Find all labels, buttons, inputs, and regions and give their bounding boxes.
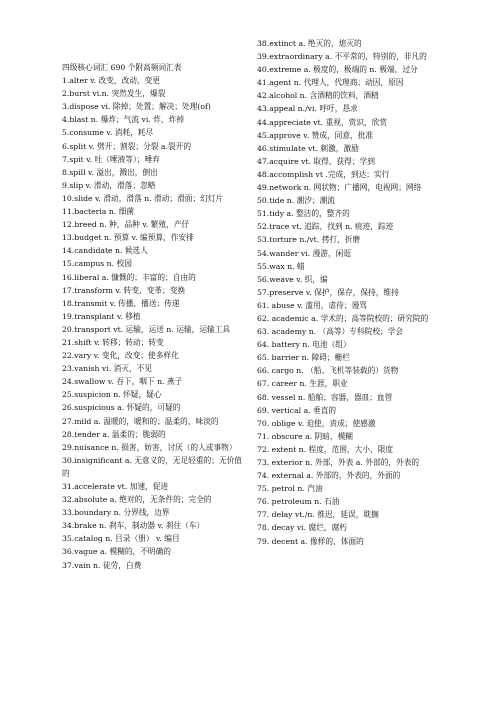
vocab-entry: 34.brake n. 刹车，制动器 v. 刹住（车）: [62, 521, 205, 531]
vocab-entry: 47.acquire vt. 取得，获得；学到: [257, 156, 375, 166]
vocab-entry: 76. petroleum n. 石油: [257, 497, 340, 507]
vocab-entry: 16.liberal a. 慷慨的；丰富的；自由的: [62, 272, 196, 282]
vocab-list-right: [257, 37, 435, 548]
vocab-entry: 41.agent n. 代理人，代理商；动因，原因: [257, 78, 404, 88]
vocab-entry: 42.alcohol n. 含酒精的饮料，酒精: [257, 91, 379, 101]
vocab-entry: 37.vain n. 徒劳，白费: [62, 560, 142, 570]
vocab-list-left: [62, 74, 244, 572]
vocab-entry: 8.spill v. 溢出，溅出，倒出: [62, 167, 158, 177]
vocab-entry: 2.burst vi.n. 突然发生，爆裂: [62, 89, 166, 99]
vocab-entry: 52.trace vt. 追踪，找到 n. 痕迹，踪迹: [257, 222, 394, 232]
vocab-entry: 32.absolute a. 绝对的，无条件的；完全的: [62, 495, 212, 505]
vocab-entry: 18.transmit v. 传播，播送；传递: [62, 298, 180, 308]
vocab-entry: 50.tide n. 潮汐；潮流: [257, 196, 335, 206]
vocab-entry: 23.vanish vi. 消灭，不见: [62, 364, 153, 374]
vocab-entry: 43.appeal n./vi. 呼吁，恳求: [257, 104, 358, 114]
vocab-entry: 73. exterior n. 外部，外表 a. 外部的，外表的: [257, 458, 420, 467]
vocab-entry: 49.network n. 网状物；广播网，电视网；网络: [257, 183, 422, 193]
vocab-entry: 71. obscure a. 阴暗，模糊: [257, 431, 353, 441]
vocab-entry: 35.catalog n. 目录（册） v. 编目: [62, 534, 180, 544]
vocab-entry: 39.extraordinary a. 不平常的，特别的，非凡的: [257, 52, 427, 62]
vocab-entry: 11.bacteria n. 细菌: [62, 207, 135, 217]
vocab-entry: 17.transform v. 转变，变革；变换: [62, 285, 186, 295]
vocab-entry: 67. career n. 生涯，职业: [257, 379, 348, 389]
vocab-entry: 77. delay vt./n. 推迟，延误，耽搁: [257, 510, 379, 520]
vocab-entry: 53.torture n./vt. 拷打，折磨: [257, 235, 361, 245]
vocab-entry: 69. vertical a. 垂直的: [257, 405, 337, 415]
vocab-entry: 25.suspicion n. 怀疑，疑心: [62, 390, 162, 400]
vocab-entry: 30.insignificant a. 无意义的，无足轻重的；无价值的: [62, 455, 242, 478]
vocab-entry: 13.budget n. 预算 v. 编预算，作安排: [62, 233, 194, 243]
vocab-entry: 4.blast n. 爆炸；气流 vi. 炸，炸掉: [62, 115, 184, 125]
vocab-entry: 65. barrier n. 障碍；栅栏: [257, 353, 350, 363]
vocab-entry: 1.alter v. 改变，改动，变更: [62, 76, 160, 86]
vocab-entry: 70. oblige v. 迫使，责成；使感激: [257, 418, 376, 428]
vocab-entry: 44.appreciate vt. 重视，赏识，欣赏: [257, 117, 388, 127]
vocab-entry: 74. external a. 外部的，外表的，外面的: [257, 471, 401, 481]
vocab-entry: 28.tender a. 温柔的；脆弱的: [62, 429, 166, 439]
vocab-entry: 68. vessel n. 船舶；容器，器皿；血管: [257, 392, 393, 402]
right-column: [257, 37, 435, 548]
vocab-entry: 21.shift v. 转移；转动；转变: [62, 337, 164, 347]
vocab-entry: 64. battery n. 电池（组）: [257, 340, 351, 350]
document-title: 四级核心词汇 690 个附高频词汇表: [62, 63, 182, 72]
vocab-entry: 15.campus n. 校园: [62, 259, 132, 269]
vocab-entry: 5.consume v. 消耗，耗尽: [62, 128, 154, 138]
vocab-entry: 7.spit v. 吐（唾液等）；唾弃: [62, 154, 160, 164]
vocab-entry: 57.preserve v. 保护，保存，保持，维持: [257, 287, 399, 297]
vocab-entry: 45.approve v. 赞成，同意，批准: [257, 130, 374, 140]
vocab-entry: 75. petrol n. 汽油: [257, 484, 323, 494]
vocab-entry: 24.swallow v. 吞下，咽下 n. 燕子: [62, 377, 183, 387]
vocab-entry: 22.vary v. 变化，改变；使多样化: [62, 351, 179, 361]
vocab-entry: 72. extent n. 程度，范围，大小，限度: [257, 444, 394, 454]
vocab-entry: 66. cargo n. （船、飞机等装载的）货物: [257, 366, 399, 376]
left-column: [62, 37, 244, 572]
vocab-entry: 9.slip v. 滑动，滑落；忽略: [62, 180, 156, 190]
vocab-entry: 27.mild a. 温暖的，暖和的；温柔的，味淡的: [62, 416, 219, 426]
vocab-entry: 54.wander vi. 漫游，闲逛: [257, 248, 352, 258]
vocab-entry: 55.wax n. 蜡: [257, 261, 305, 271]
vocab-entry: 62. academic a. 学术的；高等院校的；研究院的: [257, 313, 429, 323]
vocab-entry: 48.accomplish vt .完成，到达；实行: [257, 169, 390, 179]
vocab-entry: 78. decay vi. 腐烂，腐朽: [257, 523, 347, 533]
vocab-entry: 56.weave v. 织，编: [257, 274, 328, 284]
vocab-entry: 12.breed n. 种，品种 v. 繁殖，产仔: [62, 220, 190, 230]
vocab-entry: 46.stimulate vt. 刺激，激励: [257, 143, 359, 153]
vocab-entry: 33.boundary n. 分界线，边界: [62, 508, 170, 518]
vocab-entry: 40.extreme a. 极度的，极端的 n. 极端，过分: [257, 65, 418, 75]
vocab-entry: 3.dispose vi. 除掉；处置；解决；处理(of): [62, 102, 211, 112]
vocab-entry: 10.slide v. 滑动，滑落 n. 滑动；滑面；幻灯片: [62, 193, 224, 203]
vocab-entry: 51.tidy a. 整洁的，整齐的: [257, 209, 350, 219]
vocab-entry: 6.split v. 劈开；割裂；分裂 a.裂开的: [62, 141, 192, 151]
vocab-entry: 26.suspicious a. 怀疑的，可疑的: [62, 403, 181, 413]
vocab-entry: 31.accelerate vt. 加速，促进: [62, 482, 169, 491]
vocab-entry: 63. academy n. （高等）专科院校；学会: [257, 327, 404, 337]
vocab-entry: 61. abuse v. 滥用，虐待；谩骂: [257, 300, 367, 310]
vocab-entry: 29.nuisance n. 损害，妨害，讨厌（的人或事物）: [62, 442, 237, 452]
vocab-entry: 79. decent a. 像样的，体面的: [257, 536, 364, 546]
vocab-entry: 14.candidate n. 候选人: [62, 246, 148, 256]
vocab-entry: 19.transplant v. 移植: [62, 311, 141, 321]
vocab-entry: 20.transport vt. 运输，运送 n. 运输，运输工具: [62, 324, 231, 334]
vocab-entry: 38.extinct a. 绝灭的，熄灭的: [257, 39, 362, 48]
vocab-entry: 36.vague a. 模糊的，不明确的: [62, 547, 171, 557]
